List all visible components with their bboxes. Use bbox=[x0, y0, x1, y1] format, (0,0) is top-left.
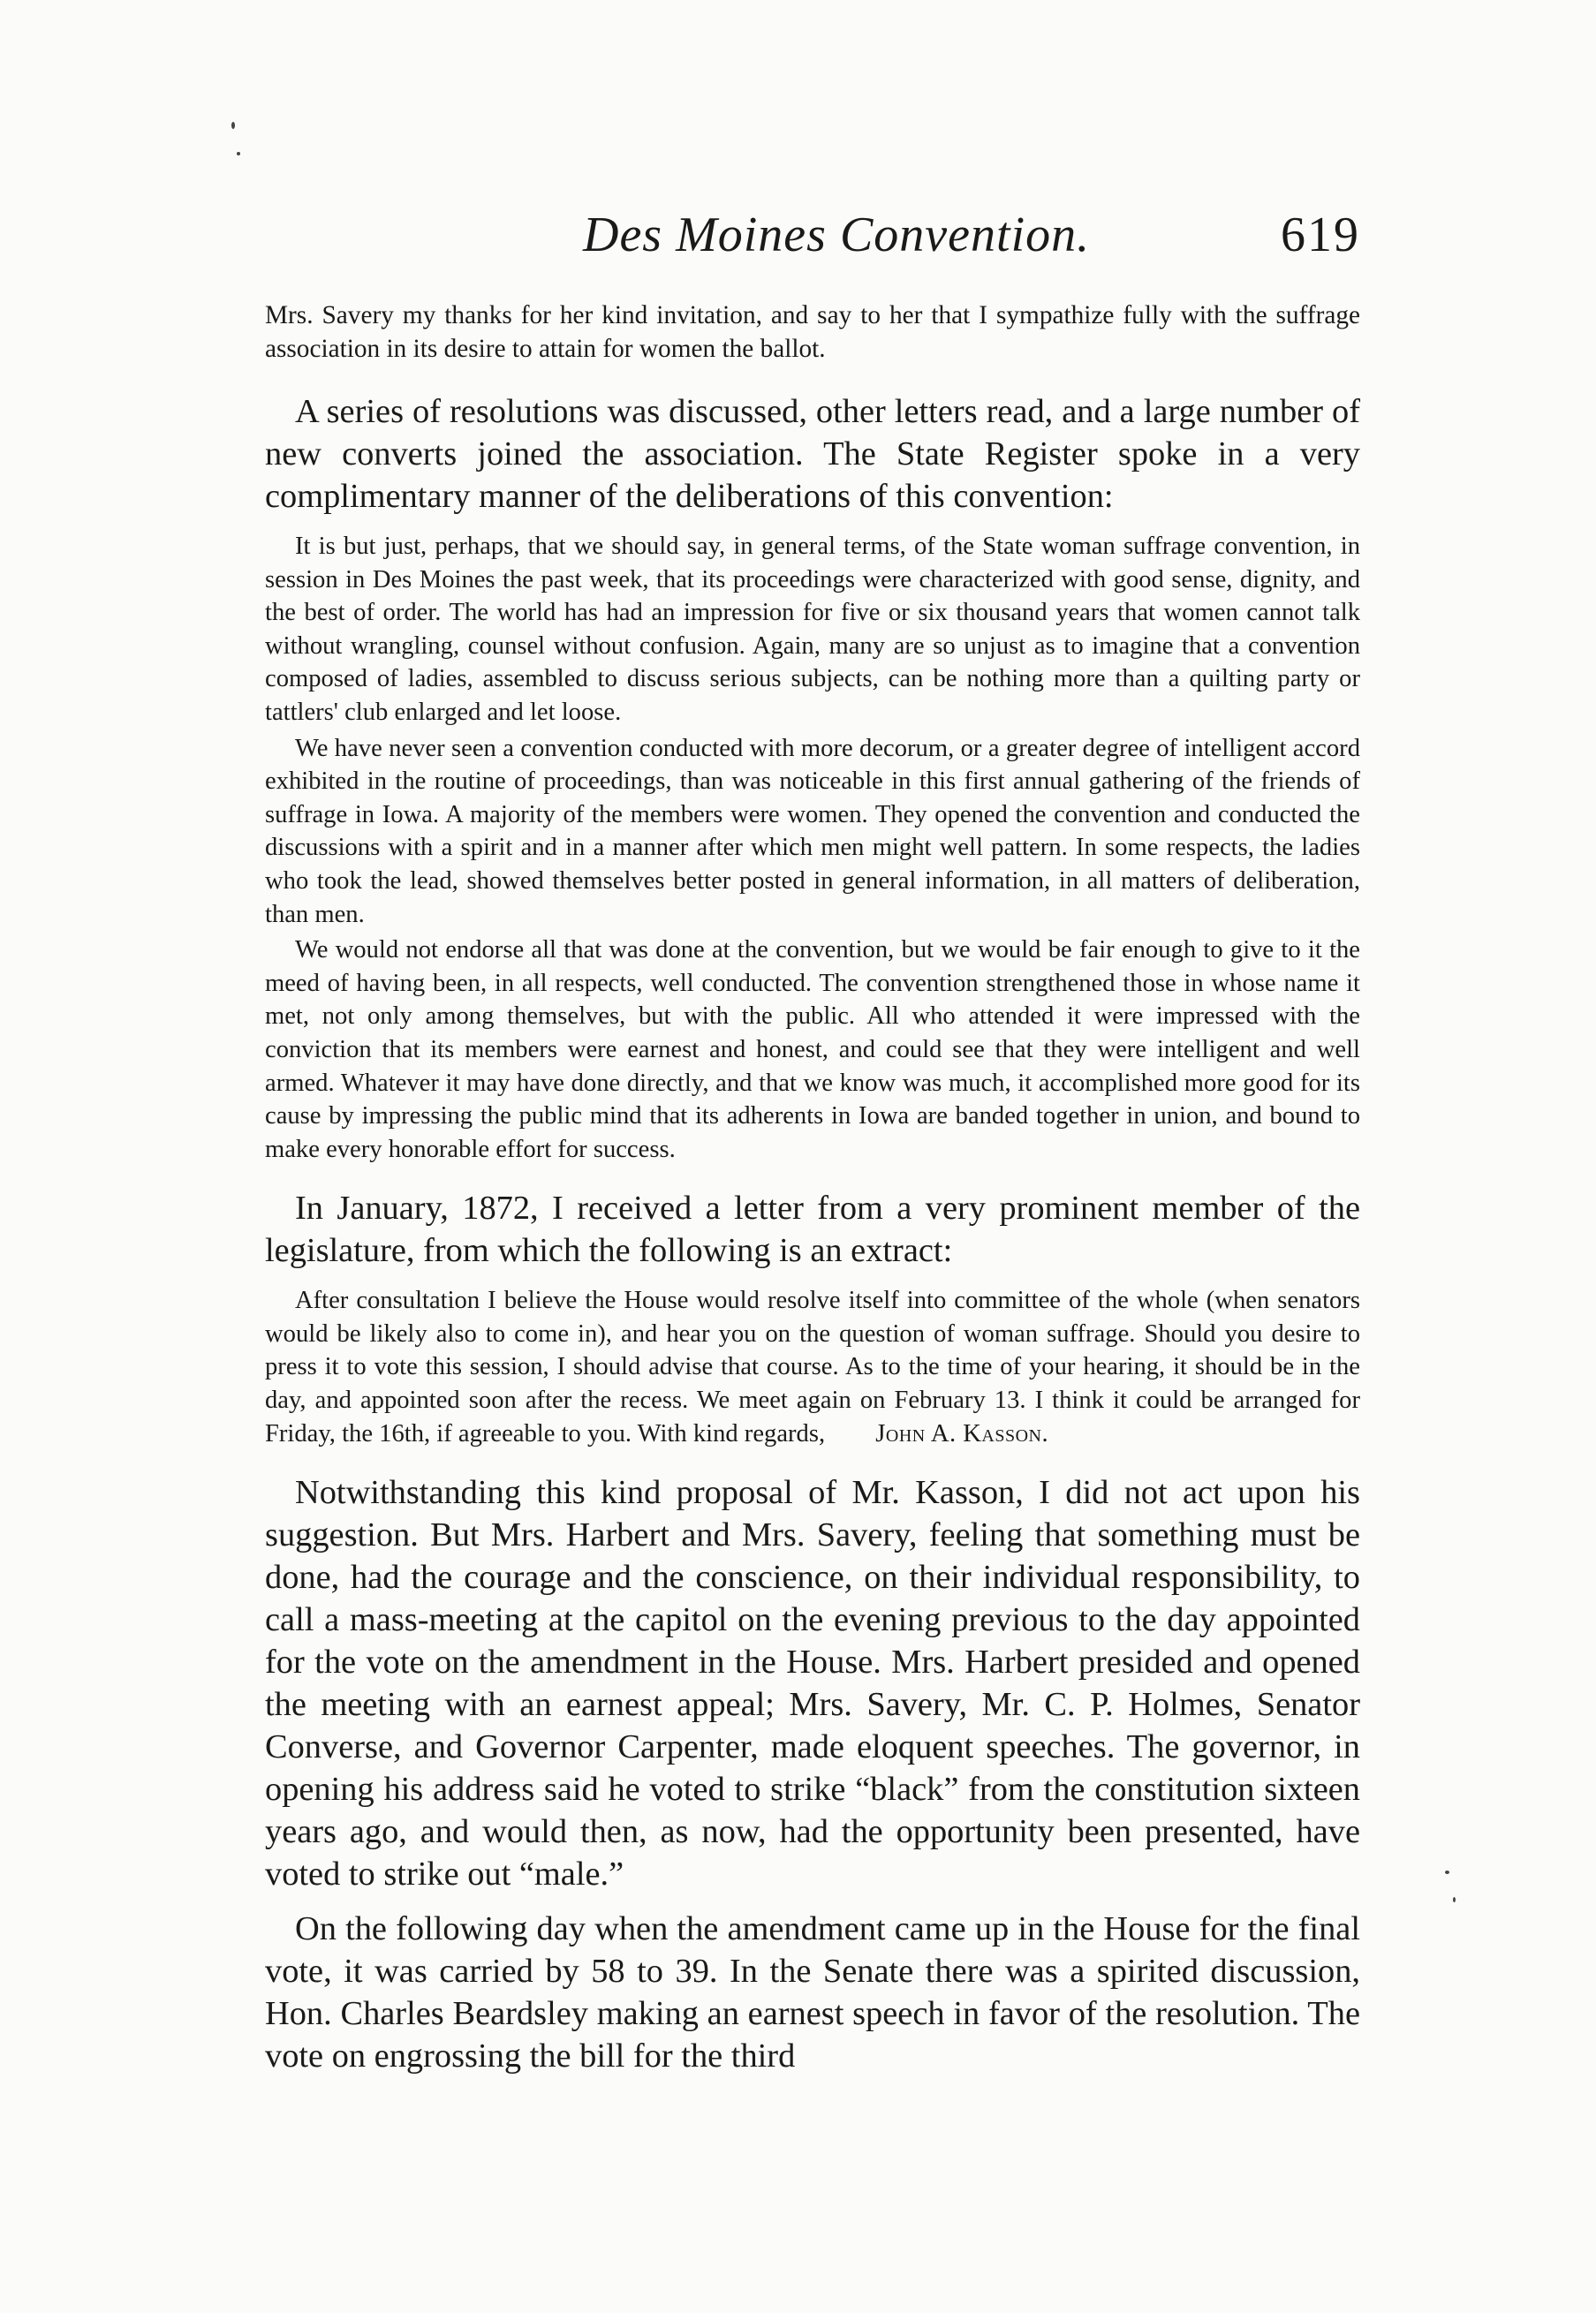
scan-speck bbox=[231, 122, 235, 129]
page-number: 619 bbox=[1281, 208, 1360, 262]
page-header bbox=[265, 203, 1360, 283]
letter-closing: Mrs. Savery my thanks for her kind invitation, and say to her that I sympathize fully with the suffrage association in its desire to attain for women the ballot. bbox=[265, 301, 1360, 363]
mass-meeting-paragraph: Notwithstanding this kind proposal of Mr. Kasson, I did not act upon his suggestion. But Mrs. Harbert and Mrs. Savery, feeling that something must be done, had the courage and the conscience, on their individual responsibility, to call a mass-meeting at the capitol on the evening previous to the day appointed for the vote on the amendment in the House. Mrs. Harbert presided and opened the meeting with an earnest appeal; Mrs. Savery, Mr. C. P. Holmes, Senator Converse, and Governor Carpenter, made eloquent speeches. The governor, in opening his address said he voted to strike “black” from the constitution sixteen years ago, and would then, as now, had the opportunity been presented, have voted to strike out “male.” bbox=[265, 1474, 1360, 1893]
register-quote-paragraph: It is but just, perhaps, that we should say, in general terms, of the State woman suffrage convention, in session in Des Moines the past week, that its proceedings were characterized with good sense, dignity, and the best of order. The world has had an impression for five or six thousand years that women cannot talk without wrangling, counsel without confusion. Again, many are so unjust as to imagine that a convention composed of ladies, assembled to discuss serious subjects, can be nothing more than a quilting party or tattlers' club enlarged and let loose. bbox=[265, 533, 1360, 726]
resolutions-paragraph: A series of resolutions was discussed, other letters read, and a large number of new converts joined the association. The State Register spoke in a very complimentary manner of the deliberations of this convention: bbox=[265, 393, 1360, 515]
kasson-letter-text: After consultation I believe the House would resolve itself into committee of the whole (when senators would be likely also to come in), and hear you on the question of woman suffrage. Should you desire to press it to vote this session, I should advise that course. As to the time of your hearing, it should be in the day, and appointed soon after the recess. We meet again on February 13. I think it could be arranged for Friday, the 16th, if agreeable to you. With kind regards, bbox=[265, 1287, 1360, 1448]
final-vote-paragraph: On the following day when the amendment came up in the House for the final vote, it was carried by 58 to 39. In the Senate there was a spirited discussion, Hon. Charles Beardsley making an earnest speech in favor of the resolution. The vote on engrossing the bill for the third bbox=[265, 1910, 1360, 2075]
kasson-signature: John A. Kasson. bbox=[875, 1419, 1049, 1448]
register-quote-paragraph: We would not endorse all that was done at the convention, but we would be fair enough to give to it the meed of having been, in all respects, well conducted. The convention strengthened those in whose name it met, not only among themselves, but with the public. All who attended it were impressed with the conviction that its members were earnest and honest, and could see that they were intelligent and well armed. Whatever it may have done directly, and that we know was much, it accomplished more good for its cause by impressing the public mind that its adherents in Iowa are banded together in union, and bound to make every honorable effort for success. bbox=[265, 936, 1360, 1163]
scan-speck bbox=[1445, 1871, 1449, 1874]
kasson-letter bbox=[265, 1284, 1360, 1450]
scan-speck bbox=[237, 152, 240, 155]
register-quote-paragraph: We have never seen a convention conducted with more decorum, or a greater degree of intelligent accord exhibited in the routine of proceedings, than was noticeable in this first annual gathering of the friends of suffrage in Iowa. A majority of the members were women. They opened the convention and conducted the discussions with a spirit and in a manner after which men might well pattern. In some respects, the ladies who took the lead, showed themselves better posted in general information, in all matters of deliberation, than men. bbox=[265, 734, 1360, 928]
page-body bbox=[265, 299, 1360, 2077]
january-letter-intro: In January, 1872, I received a letter from a very prominent member of the legislature, from which the following is an extract: bbox=[265, 1190, 1360, 1270]
scan-speck bbox=[1453, 1897, 1456, 1902]
running-title: Des Moines Convention. bbox=[583, 208, 1091, 262]
